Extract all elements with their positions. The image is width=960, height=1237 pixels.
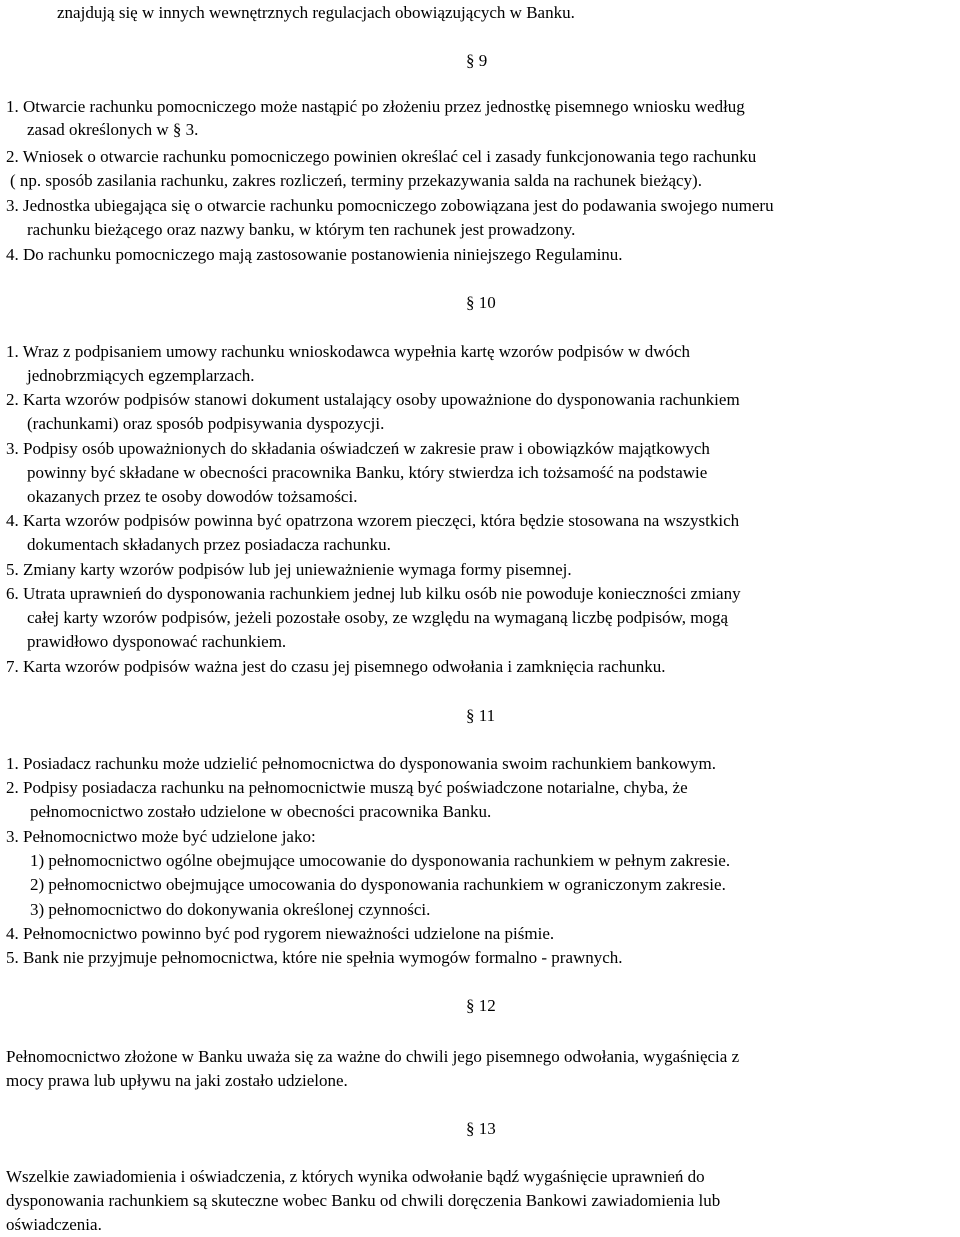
s9-line: 1. Otwarcie rachunku pomocniczego może nastąpić po złożeniu przez jednostkę pisemnego wniosku według xyxy=(6,97,745,116)
s9-line: 3. Jednostka ubiegająca się o otwarcie rachunku pomocniczego zobowiązana jest do podawania swojego numeru xyxy=(6,196,774,215)
s12-line: mocy prawa lub upływu na jaki zostało udzielone. xyxy=(6,1071,348,1090)
s10-line: 5. Zmiany karty wzorów podpisów lub jej unieważnienie wymaga formy pisemnej. xyxy=(6,560,572,579)
s12-line: Pełnomocnictwo złożone w Banku uważa się za ważne do chwili jego pisemnego odwołania, wygaśnięcia z xyxy=(6,1047,740,1066)
s11-line: pełnomocnictwo zostało udzielone w obecności pracownika Banku. xyxy=(30,802,492,821)
s10-line: dokumentach składanych przez posiadacza rachunku. xyxy=(27,535,391,554)
s11-line: 1) pełnomocnictwo ogólne obejmujące umocowanie do dysponowania rachunkiem w pełnym zakresie. xyxy=(30,851,731,870)
s10-line: okazanych przez te osoby dowodów tożsamości. xyxy=(27,487,358,506)
s9-line: 2. Wniosek o otwarcie rachunku pomocniczego powinien określać cel i zasady funkcjonowania tego rachunku xyxy=(6,147,757,166)
s10-line: całej karty wzorów podpisów, jeżeli pozostałe osoby, ze względu na wymaganą liczbę podpisów, mogą xyxy=(27,608,729,627)
s11-line: 3. Pełnomocnictwo może być udzielone jako: xyxy=(6,827,316,846)
s13-line: dysponowania rachunkiem są skuteczne wobec Banku od chwili doręczenia Bankowi zawiadomienia lub xyxy=(6,1191,721,1210)
s10-line: 6. Utrata uprawnień do dysponowania rachunkiem jednej lub kilku osób nie powoduje konieczności zmiany xyxy=(6,584,741,603)
s9-line: zasad określonych w § 3. xyxy=(27,120,199,139)
s9-line: 4. Do rachunku pomocniczego mają zastosowanie postanowienia niniejszego Regulaminu. xyxy=(6,245,623,264)
section-10-heading: § 10 xyxy=(466,293,496,312)
section-12-heading: § 12 xyxy=(466,996,496,1015)
s11-line: 1. Posiadacz rachunku może udzielić pełnomocnictwa do dysponowania swoim rachunkiem bankowym. xyxy=(6,754,717,773)
s11-line: 4. Pełnomocnictwo powinno być pod rygorem nieważności udzielone na piśmie. xyxy=(6,924,555,943)
section-9-heading: § 9 xyxy=(466,51,488,70)
s13-line: Wszelkie zawiadomienia i oświadczenia, z których wynika odwołanie bądź wygaśnięcie uprawnień do xyxy=(6,1167,705,1186)
s10-line: powinny być składane w obecności pracownika Banku, który stwierdza ich tożsamość na podstawie xyxy=(27,463,708,482)
s10-line: 1. Wraz z podpisaniem umowy rachunku wnioskodawca wypełnia kartę wzorów podpisów w dwóch xyxy=(6,342,691,361)
section-13-heading: § 13 xyxy=(466,1119,496,1138)
s11-line: 2. Podpisy posiadacza rachunku na pełnomocnictwie muszą być poświadczone notarialne, chyba, że xyxy=(6,778,688,797)
s10-line: prawidłowo dysponować rachunkiem. xyxy=(27,632,287,651)
section-11-heading: § 11 xyxy=(466,706,496,725)
s11-line: 2) pełnomocnictwo obejmujące umocowania do dysponowania rachunkiem w ograniczonym zakresie. xyxy=(30,875,726,894)
s10-line: 7. Karta wzorów podpisów ważna jest do czasu jej pisemnego odwołania i zamknięcia rachunku. xyxy=(6,657,666,676)
s11-line: 3) pełnomocnictwo do dokonywania określonej czynności. xyxy=(30,900,431,919)
s10-line: jednobrzmiących egzemplarzach. xyxy=(27,366,255,385)
s9-line: rachunku bieżącego oraz nazwy banku, w którym ten rachunek jest prowadzony. xyxy=(27,220,576,239)
s10-line: 2. Karta wzorów podpisów stanowi dokument ustalający osoby upoważnione do dysponowania rachunkiem xyxy=(6,390,740,409)
s10-line: 4. Karta wzorów podpisów powinna być opatrzona wzorem pieczęci, która będzie stosowana na wszystkich xyxy=(6,511,740,530)
s11-line: 5. Bank nie przyjmuje pełnomocnictwa, które nie spełnia wymogów formalno - prawnych. xyxy=(6,948,623,967)
s13-line: oświadczenia. xyxy=(6,1215,102,1234)
intro-line: znajdują się w innych wewnętrznych regulacjach obowiązujących w Banku. xyxy=(57,3,575,22)
s9-line: ( np. sposób zasilania rachunku, zakres rozliczeń, terminy przekazywania salda na rachunek bieżący). xyxy=(10,171,702,190)
s10-line: 3. Podpisy osób upoważnionych do składania oświadczeń w zakresie praw i obowiązków majątkowych xyxy=(6,439,710,458)
s10-line: (rachunkami) oraz sposób podpisywania dyspozycji. xyxy=(27,414,385,433)
